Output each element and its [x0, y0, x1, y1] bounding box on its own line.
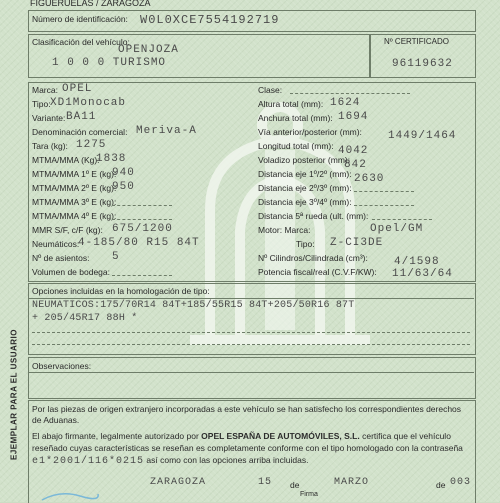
field-label: Tipo:	[32, 99, 51, 109]
field-value: 950	[112, 181, 135, 193]
classification-value-1: OPENJOZA	[118, 44, 179, 56]
field-label: Distancia eje 1º/2º (mm):	[258, 169, 352, 179]
field-label: Motor: Marca:	[258, 225, 311, 235]
issue-place: FIGUERUELAS / ZARAGOZA	[30, 0, 151, 8]
field-label: Potencia fiscal/real (C.V.F/KW):	[258, 267, 377, 277]
field-label: Altura total (mm):	[258, 99, 324, 109]
field-label: Voladizo posterior (mm):	[258, 155, 351, 165]
empty-line	[32, 332, 470, 333]
options-line-1: NEUMATICOS:175/70R14 84T+185/55R15 84T+205/50R16 87T	[32, 300, 355, 311]
field-label: MTMA/MMA 3º E (kg):	[32, 197, 117, 207]
field-label: Neumáticos:	[32, 239, 80, 249]
field-value: 1275	[76, 139, 107, 151]
customs-text: Por las piezas de origen extranjero incorporadas a este vehículo se han satisfecho los correspondientes derechos de Aduanas.	[32, 404, 462, 425]
field-label: Nº de asientos:	[32, 253, 90, 263]
field-label: MMR S/F, c/F (kg):	[32, 225, 103, 235]
certification-end: así como con las opciones arriba incluidas.	[146, 455, 309, 465]
stamp-mark	[40, 488, 100, 502]
field-value: Opel/GM	[370, 223, 424, 235]
field-value: 675/1200	[112, 223, 173, 235]
divider	[28, 372, 474, 373]
empty-value-line	[112, 205, 172, 206]
divider	[28, 298, 474, 299]
sign-month: MARZO	[334, 477, 370, 488]
observations-label: Observaciones:	[32, 361, 92, 371]
empty-value-line	[354, 205, 414, 206]
classification-value-2: 1 0 0 0 TURISMO	[52, 57, 167, 69]
field-value: 940	[112, 167, 135, 179]
id-label: Número de identificación:	[32, 14, 128, 24]
empty-value-line	[112, 275, 172, 276]
field-label: Clase:	[258, 85, 283, 95]
field-value: 2630	[354, 173, 385, 185]
options-label: Opciones incluidas en la homologación de tipo:	[32, 286, 210, 296]
certificate-label: Nº CERTIFICADO	[384, 37, 449, 46]
signature-label: Firma	[300, 491, 318, 498]
sign-city: ZARAGOZA	[150, 477, 207, 488]
field-label: Tipo:	[296, 239, 315, 249]
company-name: OPEL ESPAÑA DE AUTOMÓVILES, S.L.	[201, 431, 360, 441]
options-line-2: + 205/45R17 88H *	[32, 313, 138, 324]
certification-text	[32, 430, 472, 468]
empty-value-line	[290, 93, 410, 94]
field-label: MTMA/MMA 2º E (kg):	[32, 183, 117, 193]
certification-intro: El abajo firmante, legalmente autorizado por	[32, 431, 199, 441]
field-value: BA11	[66, 111, 97, 123]
sign-year: 003	[450, 477, 472, 488]
empty-line	[32, 344, 470, 345]
field-value: 4/1598	[394, 256, 440, 268]
certificate-value: 96119632	[392, 58, 453, 70]
field-value: 4042	[338, 145, 369, 157]
observations-box	[28, 357, 476, 399]
field-label: Longitud total (mm):	[258, 141, 334, 151]
field-label: Tara (kg):	[32, 141, 68, 151]
field-value: 1449/1464	[388, 130, 457, 142]
field-label: Distancia eje 3º/4º (mm):	[258, 197, 352, 207]
certification-body: certifica que el vehículo reseñado cuyas características se reseñan es completamente conforme con el tipo homologado con la contraseña	[32, 431, 463, 453]
empty-value-line	[112, 219, 172, 220]
field-label: MTMA/MMA (Kg):	[32, 155, 100, 165]
field-label: Marca:	[32, 85, 58, 95]
empty-value-line	[372, 219, 432, 220]
field-label: Distancia eje 2º/3º (mm):	[258, 183, 352, 193]
field-label: Nº Cilindros/Cilindrada (cm³):	[258, 253, 368, 263]
field-value: 4-185/80 R15 84T	[78, 237, 200, 249]
field-label: Denominación comercial:	[32, 127, 128, 137]
field-label: Distancia 5ª rueda (ult. (mm):	[258, 211, 369, 221]
field-label: Volumen de bodega:	[32, 267, 110, 277]
year-separator: de	[436, 480, 446, 490]
field-label: Variante:	[32, 113, 66, 123]
field-value: OPEL	[62, 83, 93, 95]
empty-value-line	[354, 191, 414, 192]
month-separator: de	[290, 480, 300, 490]
field-label: MTMA/MMA 1º E (kg):	[32, 169, 117, 179]
contrasena-value: e1*2001/116*0215	[32, 456, 145, 467]
field-label: Anchura total (mm):	[258, 113, 333, 123]
id-value: W0L0XCE7554192719	[140, 13, 280, 27]
field-value: Z-CI3DE	[330, 237, 384, 249]
field-value: 1624	[330, 97, 361, 109]
field-label: Vía anterior/posterior (mm):	[258, 127, 362, 137]
field-value: 11/63/64	[392, 268, 453, 280]
field-value: 1838	[96, 153, 127, 165]
sign-day: 15	[258, 477, 273, 488]
field-label: MTMA/MMA 4º E (kg):	[32, 211, 117, 221]
field-value: 842	[344, 159, 367, 171]
side-label-text: EJEMPLAR PARA EL USUARIO	[9, 329, 19, 460]
field-value: 1694	[338, 111, 369, 123]
field-value: 5	[112, 251, 120, 263]
classification-label: Clasificación del vehículo:	[32, 37, 130, 47]
side-label	[4, 300, 20, 500]
field-value: XD1Monocab	[50, 97, 127, 109]
field-value: Meriva-A	[136, 125, 197, 137]
